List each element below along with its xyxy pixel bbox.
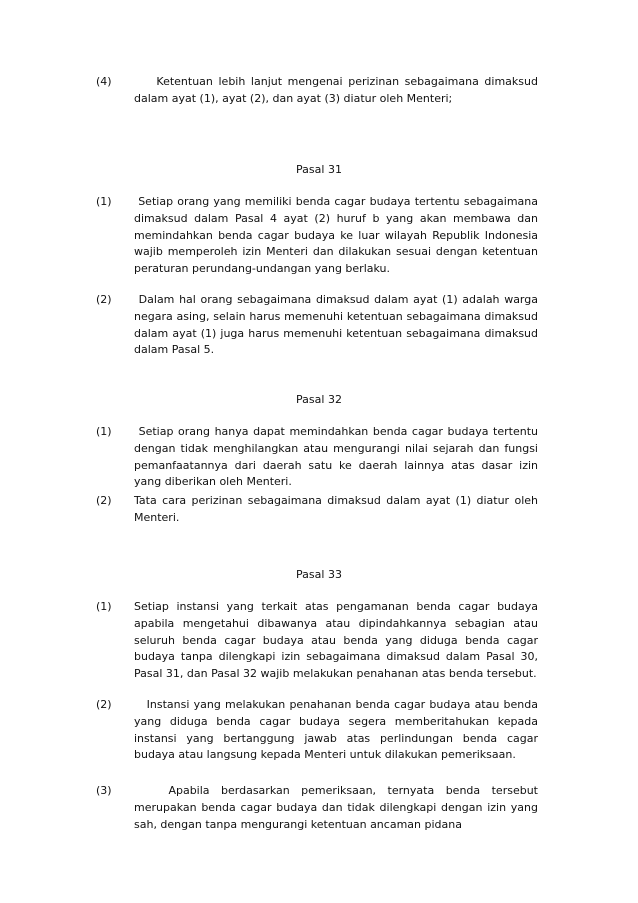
paragraph-number: (1) (96, 425, 112, 438)
paragraph-block (96, 424, 544, 491)
paragraph-text: Instansi yang melakukan penahanan benda cagar budaya atau benda yang diduga benda cagar budaya segera memberitahukan kepada instansi yang bertanggung jawab atas perlindungan benda cagar budaya atau langsung kepada Menteri untuk dilakukan pemeriksaan. (134, 698, 542, 762)
paragraph-number: (2) (96, 698, 112, 711)
paragraph-number: (1) (96, 600, 112, 613)
paragraph-text: Dalam hal orang sebagaimana dimaksud dalam ayat (1) adalah warga negara asing, selain harus memenuhi ketentuan sebagaimana dimaksud dalam ayat (1) juga harus memenuhi ketentuan sebagaimana dimaksud dalam Pasal 5. (134, 293, 542, 357)
paragraph-number: (2) (96, 494, 112, 507)
section-heading: Pasal 31 (296, 163, 342, 176)
paragraph-number: (1) (96, 195, 112, 208)
paragraph-text: Apabila berdasarkan pemeriksaan, ternyata benda tersebut merupakan benda cagar budaya dan tidak dilengkapi dengan izin yang sah, dengan tanpa mengurangi ketentuan ancaman pidana (134, 784, 542, 831)
section-heading: Pasal 32 (296, 393, 342, 406)
section-heading: Pasal 33 (296, 568, 342, 581)
paragraph-block (96, 783, 544, 833)
paragraph-block (96, 292, 544, 359)
paragraph-block (96, 74, 544, 108)
paragraph-text: Setiap orang yang memiliki benda cagar budaya tertentu sebagaimana dimaksud dalam Pasal 4 ayat (2) huruf b yang akan membawa dan memindahkan benda cagar budaya ke luar wilayah Republik Indonesia wajib memperoleh izin Menteri dan dilakukan sesuai dengan ketentuan peraturan perundang-undangan yang berlaku. (134, 195, 542, 276)
paragraph-number: (3) (96, 784, 112, 797)
paragraph-text: Ketentuan lebih lanjut mengenai perizinan sebagaimana dimaksud dalam ayat (1), ayat (2), dan ayat (3) diatur oleh Menteri; (134, 75, 542, 105)
paragraph-text: Setiap orang hanya dapat memindahkan benda cagar budaya tertentu dengan tidak menghilangkan atau mengurangi nilai sejarah dan fungsi pemanfaatannya dari daerah satu ke daerah lainnya atas dasar izin yang diberikan oleh Menteri. (134, 425, 542, 489)
paragraph-block (96, 493, 544, 527)
paragraph-number: (2) (96, 293, 112, 306)
paragraph-block (96, 194, 544, 278)
paragraph-block (96, 599, 544, 683)
paragraph-text: Tata cara perizinan sebagaimana dimaksud dalam ayat (1) diatur oleh Menteri. (134, 494, 542, 524)
paragraph-number: (4) (96, 75, 112, 88)
paragraph-text: Setiap instansi yang terkait atas pengamanan benda cagar budaya apabila mengetahui dibawanya atau dipindahkannya sebagian atau seluruh benda cagar budaya atau benda yang diduga benda cagar budaya tanpa dilengkapi izin sebagaimana dimaksud dalam Pasal 30, Pasal 31, dan Pasal 32 wajib melakukan penahanan atas benda tersebut. (134, 600, 542, 681)
paragraph-block (96, 697, 544, 764)
